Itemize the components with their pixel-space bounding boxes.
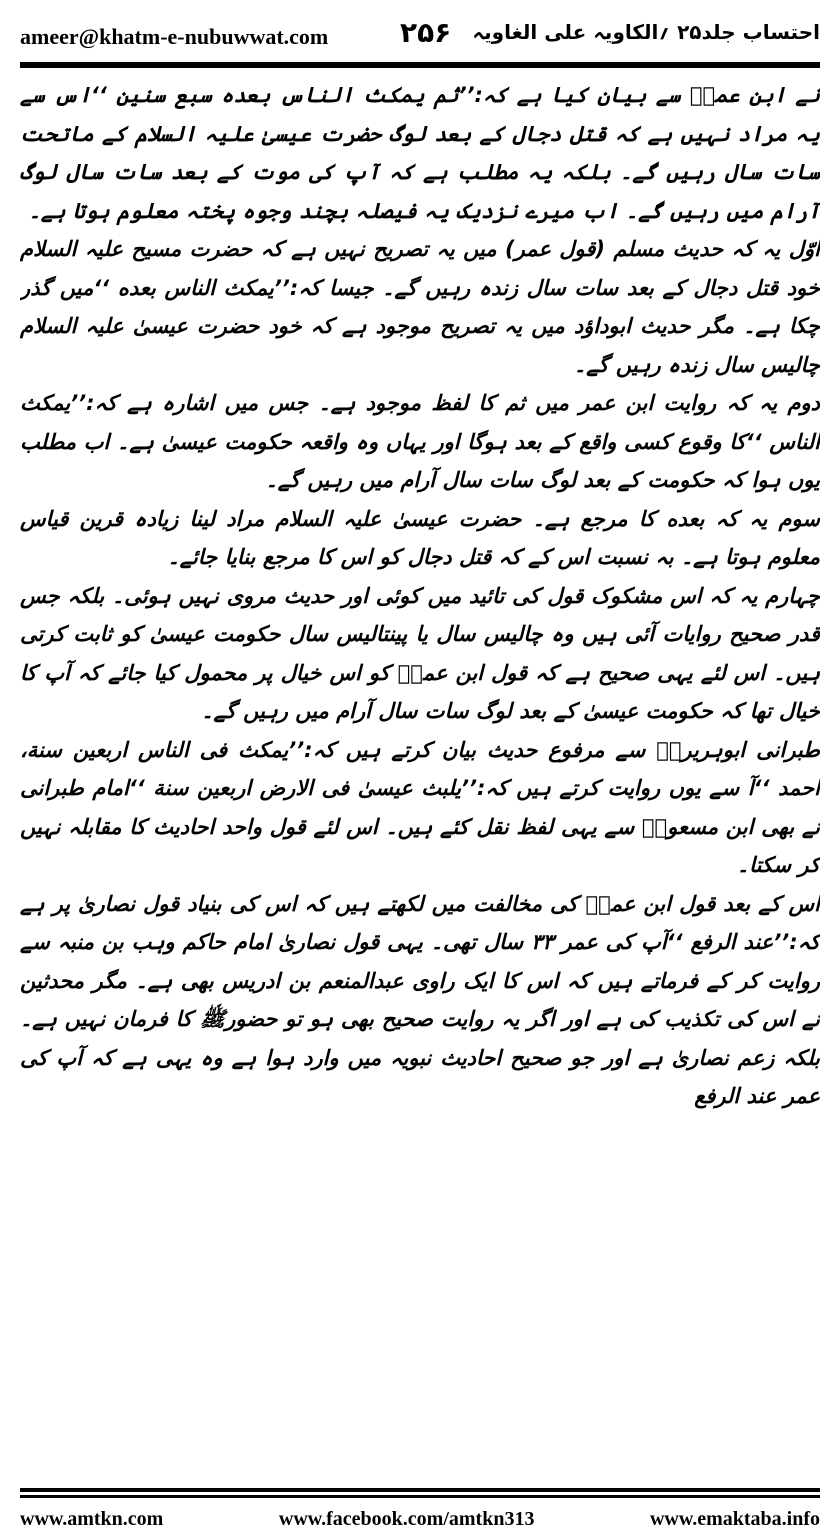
- paragraph: چہارم یہ کہ اس مشکوک قول کی تائید میں کوئی اور حدیث مروی نہیں ہوئی۔ بلکہ جس قدر صحیح روایات آئی ہیں وہ چالیس سال یا پینتالیس سال حکومت عیسیٰ کو ثابت کرتی ہیں۔ اس لئے یہی صحیح ہے کہ قول ابن عمرؓ کو اس خیال پر محمول کیا جائے کہ آپ کا خیال تھا کہ حکومت عیسیٰ کے بعد لوگ سات سال آرام میں رہیں گے۔: [20, 583, 820, 723]
- footer-link-amtkn[interactable]: www.amtkn.com: [20, 1507, 164, 1530]
- footer-link-facebook[interactable]: www.facebook.com/amtkn313: [278, 1507, 535, 1530]
- footer-link-emaktaba[interactable]: www.emaktaba.info: [649, 1507, 820, 1530]
- paragraph: طبرانی ابوہریرہؓ سے مرفوع حدیث بیان کرتے ہیں کہ:’’یمکث فی الناس اربعین سنة، احمد ‘‘آ سے یوں روایت کرتے ہیں کہ:’’یلبث عیسیٰ فی الارض اربعین سنة ‘‘امام طبرانی نے بھی ابن مسعودؓ سے یہی لفظ نقل کئے ہیں۔ اس لئے قول واحد احادیث کا مقابلہ نہیں کر سکتا۔: [20, 737, 820, 877]
- page-footer: [20, 1504, 820, 1534]
- page-number: ۲۵۶: [400, 16, 452, 49]
- email-address: ameer@khatm-e-nubuwwat.com: [20, 24, 329, 49]
- footer-rule: [20, 1488, 820, 1498]
- book-title: احتساب جلد۲۵ ؍الکاویہ علی الغاویہ: [472, 20, 820, 44]
- body-text: [20, 76, 820, 1456]
- paragraph: اس کے بعد قول ابن عمرؓ کی مخالفت میں لکھتے ہیں کہ اس کی بنیاد قول نصاریٰ پر ہے کہ:’’عند الرفع ‘‘آپ کی عمر ۳۳ سال تھی۔ یہی قول نصاریٰ امام حاکم وہب بن منبہ سے روایت کر کے فرماتے ہیں کہ اس کا ایک راوی عبدالمنعم بن ادریس بھی ہے۔ مگر محدثین نے اس کی تکذیب کی ہے اور اگر یہ روایت صحیح بھی ہو تو حضورﷺ کا فرمان نہیں ہے۔ بلکہ زعم نصاریٰ ہے اور جو صحیح احادیث نبویہ میں وارد ہوا ہے وہ یہی ہے کہ آپ کی عمر عند الرفع: [20, 891, 820, 1108]
- header-rule: [20, 62, 820, 68]
- paragraph: نے ابن عمرؓ سے بیان کیا ہے کہ:’’ثم یمکث الناس بعده سبع سنین ‘‘اس سے یہ مراد نہیں ہے کہ قتل دجال کے بعد لوگ حضرت عیسیٰ علیہ السلام کے ماتحت سات سال رہیں گے۔ بلکہ یہ مطلب ہے کہ آپ کی موت کے بعد سات سال لوگ آرام میں رہیں گے۔ اب میرے نزدیک یہ فیصلہ بچند وجوہ پختہ معلوم ہوتا ہے۔: [20, 83, 820, 223]
- footer-rule-thick: [20, 1488, 820, 1492]
- paragraph: دوم یہ کہ روایت ابن عمر میں ثم کا لفظ موجود ہے۔ جس میں اشارہ ہے کہ:’’یمکث الناس ‘‘کا وقوع کسی واقع کے بعد ہوگا اور یہاں وہ واقعہ حکومت عیسیٰ ہے۔ اب مطلب یوں ہوا کہ حکومت کے بعد لوگ سات سال آرام میں رہیں گے۔: [20, 391, 820, 492]
- paragraph: سوم یہ کہ بعده کا مرجع ہے۔ حضرت عیسیٰ علیہ السلام مراد لینا زیادہ قرین قیاس معلوم ہوتا ہے۔ بہ نسبت اس کے کہ قتل دجال کو اس کا مرجع بنایا جائے۔: [20, 506, 820, 569]
- page-header: [20, 18, 820, 54]
- paragraph: اوّل یہ کہ حدیث مسلم (قول عمر) میں یہ تصریح نہیں ہے کہ حضرت مسیح علیہ السلام خود قتل دجال کے بعد سات سال زندہ رہیں گے۔ جیسا کہ:’’یمکث الناس بعده ‘‘میں گذر چکا ہے۔ مگر حدیث ابوداؤد میں یہ تصریح موجود ہے کہ خود حضرت عیسیٰ علیہ السلام چالیس سال زندہ رہیں گے۔: [20, 237, 820, 377]
- footer-rule-thin: [20, 1495, 820, 1498]
